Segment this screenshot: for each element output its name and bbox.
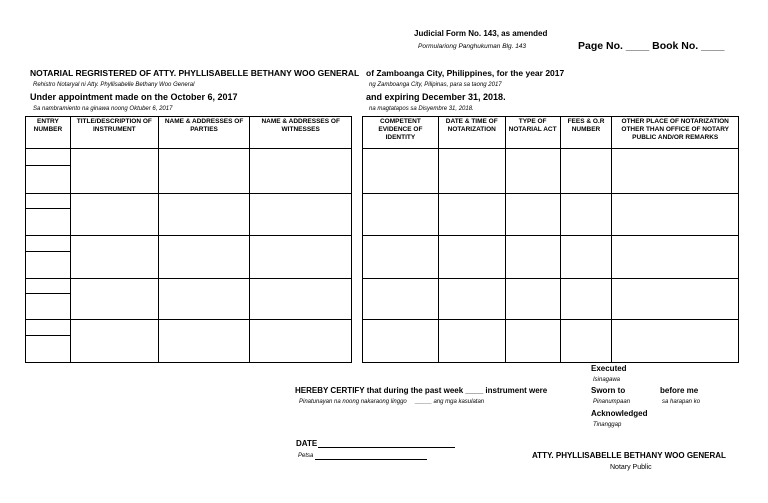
table-cell[interactable] [158, 320, 250, 363]
notary-name: ATTY. PHYLLISABELLE BETHANY WOO GENERAL [532, 451, 726, 460]
table-cell[interactable] [505, 278, 560, 320]
table-cell[interactable] [250, 236, 352, 279]
table-cell[interactable] [438, 320, 505, 363]
certify-statement: HEREBY CERTIFY that during the past week ____ instrument were [295, 386, 548, 395]
header-remarks: OTHER PLACE OF NOTARIZATION OTHER THAN OFFICE OF NOTARY PUBLIC AND/OR REMARKS [612, 117, 739, 149]
table-cell[interactable] [158, 236, 250, 279]
entry-cell[interactable] [26, 294, 71, 320]
acknowledged-translation: Tinanggap [593, 422, 622, 428]
table-cell[interactable] [70, 320, 158, 363]
header-evidence-identity: COMPETENT EVIDENCE OF IDENTITY [363, 117, 439, 149]
expiry-date-translation: na magtatapos sa Disyembre 31, 2018. [369, 106, 474, 112]
page-book-number: Page No. ____ Book No. ____ [578, 40, 725, 52]
register-title: NOTARIAL REGRISTERED OF ATTY. PHYLLISABELLE BETHANY WOO GENERAL [30, 68, 360, 78]
header-witnesses: NAME & ADDRESSES OF WITNESSES [250, 117, 352, 149]
table-cell[interactable] [560, 149, 612, 194]
entry-cell[interactable] [26, 193, 71, 208]
entry-cell[interactable] [26, 335, 71, 362]
table-cell[interactable] [612, 149, 739, 194]
table-cell[interactable] [158, 149, 250, 194]
sworn-label: Sworn to [591, 386, 626, 395]
entry-cell[interactable] [26, 149, 71, 165]
header-date-time: DATE & TIME OF NOTARIZATION [438, 117, 505, 149]
table-cell[interactable] [612, 236, 739, 279]
date-translation-line [315, 459, 427, 460]
before-me-label: before me [660, 386, 699, 395]
table-cell[interactable] [363, 236, 439, 279]
table-cell[interactable] [560, 193, 612, 236]
table-cell[interactable] [158, 193, 250, 236]
entry-cell[interactable] [26, 320, 71, 335]
register-table-left [25, 116, 352, 363]
table-cell[interactable] [363, 320, 439, 363]
table-cell[interactable] [363, 278, 439, 320]
expiry-date: and expiring December 31, 2018. [366, 92, 506, 102]
table-cell[interactable] [505, 193, 560, 236]
notary-title: Notary Public [610, 464, 652, 471]
jurisdiction-translation: ng Zamboanga City, Pilipinas, para sa taong 2017 [369, 82, 502, 88]
table-cell[interactable] [250, 149, 352, 194]
table-cell[interactable] [612, 278, 739, 320]
header-parties: NAME & ADDRESSES OF PARTIES [158, 117, 250, 149]
appointment-date: Under appointment made on the October 6, 2017 [30, 92, 238, 102]
table-cell[interactable] [505, 320, 560, 363]
table-cell[interactable] [560, 278, 612, 320]
jurisdiction: of Zamboanga City, Philippines, for the year 2017 [366, 68, 565, 78]
table-cell[interactable] [70, 193, 158, 236]
form-number-translation: Pormulariong Panghukuman Blg. 143 [418, 43, 527, 50]
executed-translation: Isinagawa [593, 377, 621, 383]
date-translation: Petsa [298, 453, 314, 459]
register-table-right [362, 116, 739, 363]
entry-cell[interactable] [26, 251, 71, 278]
table-cell[interactable] [250, 278, 352, 319]
sworn-translation: Pinanumpaan [593, 399, 631, 405]
table-cell[interactable] [438, 193, 505, 236]
table-cell[interactable] [250, 320, 352, 363]
table-cell[interactable] [70, 278, 158, 319]
header-fees: FEES & O.R NUMBER [560, 117, 612, 149]
acknowledged-label: Acknowledged [591, 409, 648, 418]
table-cell[interactable] [438, 149, 505, 194]
table-cell[interactable] [505, 149, 560, 194]
form-number: Judicial Form No. 143, as amended [414, 29, 548, 38]
header-notarial-act: TYPE OF NOTARIAL ACT [505, 117, 560, 149]
table-cell[interactable] [505, 236, 560, 279]
date-line[interactable] [318, 447, 455, 448]
header-entry-number: ENTRY NUMBER [26, 117, 71, 149]
entry-cell[interactable] [26, 165, 71, 193]
table-cell[interactable] [560, 320, 612, 363]
table-cell[interactable] [158, 278, 250, 319]
table-cell[interactable] [250, 193, 352, 236]
table-cell[interactable] [70, 149, 158, 194]
table-cell[interactable] [612, 320, 739, 363]
entry-cell[interactable] [26, 236, 71, 251]
entry-cell[interactable] [26, 209, 71, 236]
entry-cell[interactable] [26, 278, 71, 293]
table-cell[interactable] [612, 193, 739, 236]
register-title-translation: Rehistro Notaryal ni Atty. Phyllisabelle Bethany Woo General [33, 82, 195, 88]
appointment-date-translation: Sa nambramiento na ginawa noong Oktuber 6, 2017 [33, 106, 173, 112]
table-cell[interactable] [363, 193, 439, 236]
certify-translation: Pinatunayan na noong nakaraong linggo _____ ang mga kasulatan [299, 399, 485, 405]
table-cell[interactable] [363, 149, 439, 194]
table-cell[interactable] [438, 278, 505, 320]
table-cell[interactable] [70, 236, 158, 279]
header-title-description: TITLE/DESCRIPTION OF INSTRUMENT [70, 117, 158, 149]
table-cell[interactable] [560, 236, 612, 279]
before-me-translation: sa harapan ko [662, 399, 701, 405]
executed-label: Executed [591, 364, 627, 373]
table-cell[interactable] [438, 236, 505, 279]
date-label: DATE [296, 439, 318, 448]
